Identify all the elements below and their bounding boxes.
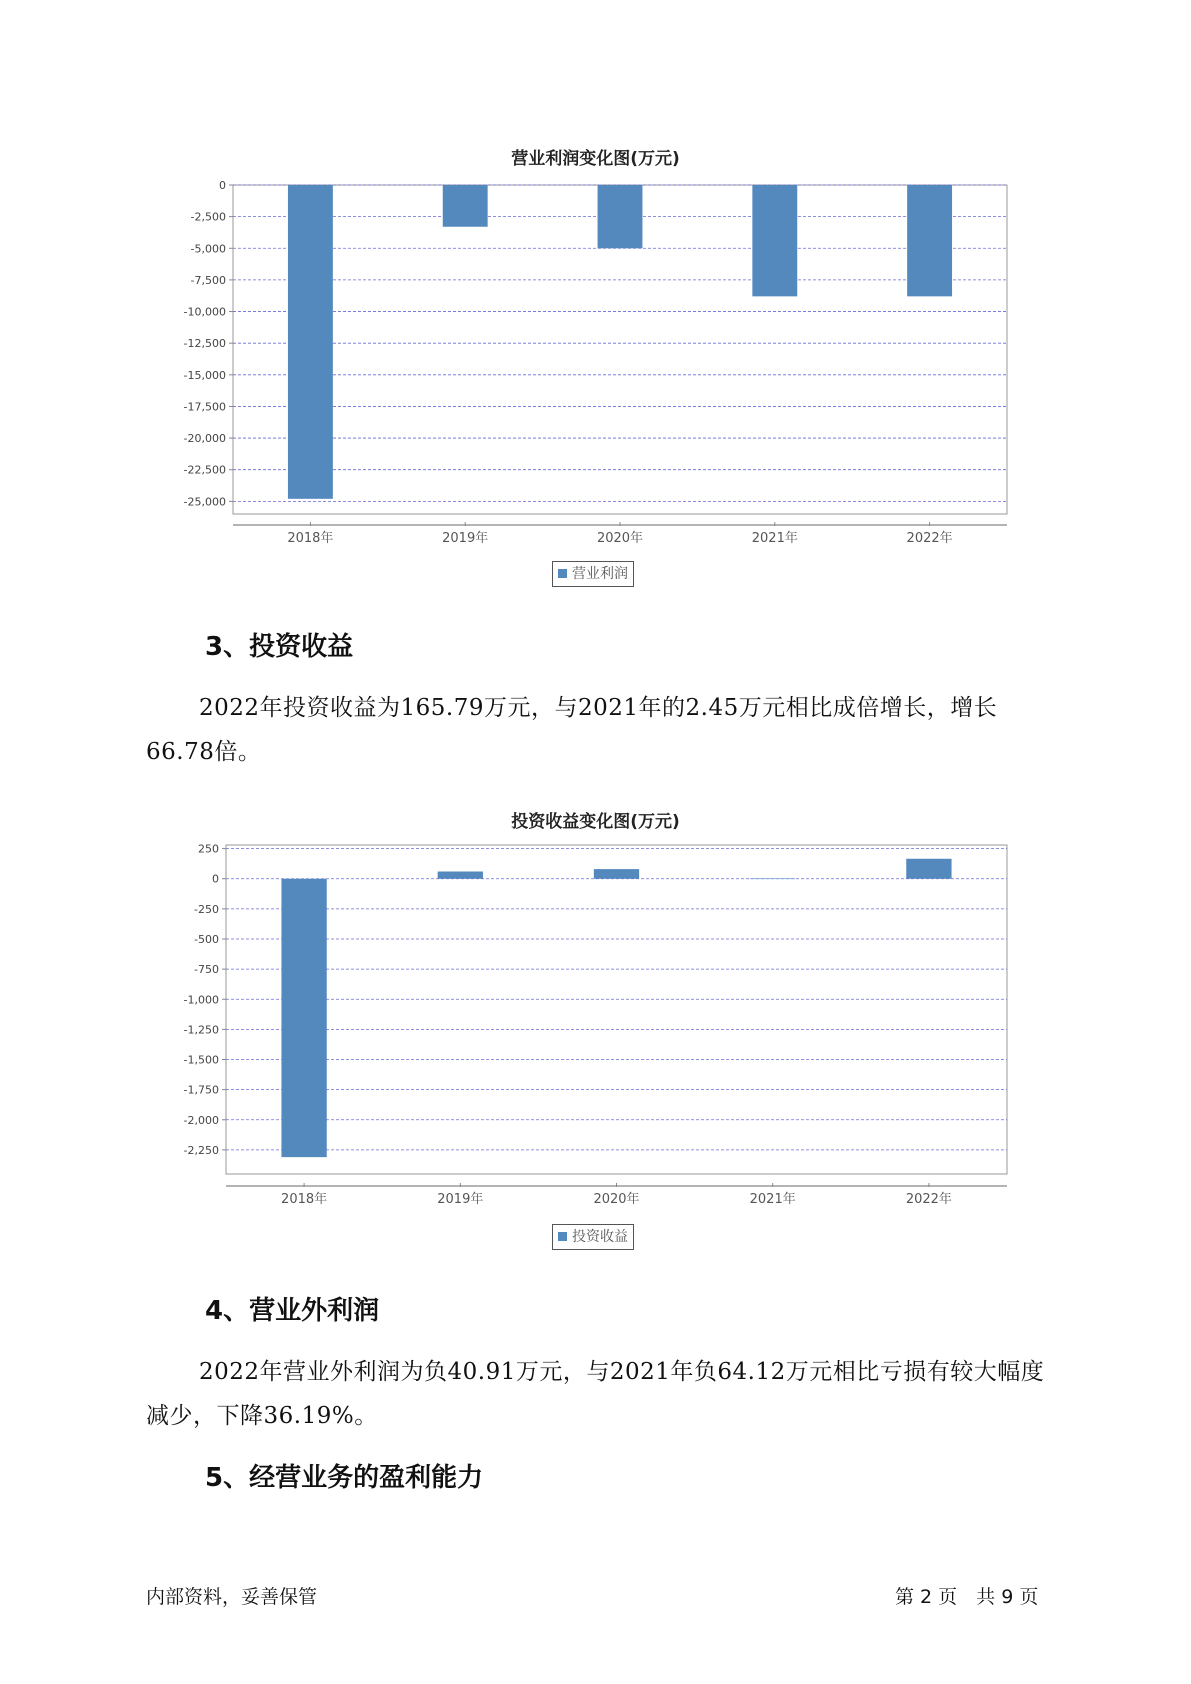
y-tick-label: -7,500 xyxy=(190,273,226,287)
x-tick-label: 2019年 xyxy=(437,1192,484,1207)
plot-area xyxy=(226,845,1007,1174)
chart-operating-profit xyxy=(0,170,1191,550)
section-5-heading: 5、经营业务的盈利能力 xyxy=(205,1463,484,1493)
legend-label: 营业利润 xyxy=(572,566,628,582)
y-tick-label: -22,500 xyxy=(183,463,226,477)
y-tick-label: -750 xyxy=(194,963,219,977)
y-tick-label: -15,000 xyxy=(183,368,226,382)
bar-1 xyxy=(443,185,488,227)
y-tick-label: -1,250 xyxy=(183,1023,219,1037)
section-3-paragraph: 2022年投资收益为165.79万元，与2021年的2.45万元相比成倍增长，增长66.78倍。 xyxy=(146,695,998,765)
y-tick-label: -12,500 xyxy=(183,337,226,351)
bar-2 xyxy=(598,185,643,248)
chart-title-investment-income: 投资收益变化图(万元) xyxy=(511,812,680,832)
x-tick-label: 2021年 xyxy=(749,1192,796,1207)
x-tick-label: 2022年 xyxy=(906,531,953,546)
y-tick-label: 0 xyxy=(219,179,226,192)
bar-4 xyxy=(906,859,951,879)
footer-page-number: 第 2 页 共 9 页 xyxy=(895,1586,1039,1608)
section-4-heading: 4、营业外利润 xyxy=(205,1296,380,1326)
y-tick-label: -250 xyxy=(194,902,219,916)
chart-investment-income xyxy=(0,835,1191,1215)
x-tick-label: 2019年 xyxy=(442,531,489,546)
bar-3 xyxy=(752,185,797,296)
y-tick-label: -5,000 xyxy=(190,242,226,256)
legend-operating-profit xyxy=(552,561,634,587)
footer-confidential-note: 内部资料，妥善保管 xyxy=(146,1586,318,1608)
x-tick-label: 2020年 xyxy=(596,531,644,546)
y-tick-label: -2,250 xyxy=(183,1143,219,1157)
y-tick-label: -10,000 xyxy=(183,305,226,319)
bar-0 xyxy=(288,185,333,499)
y-tick-label: -2,000 xyxy=(183,1113,219,1127)
x-tick-label: 2020年 xyxy=(593,1192,640,1207)
bar-2 xyxy=(594,869,639,879)
y-tick-label: -1,000 xyxy=(183,993,219,1007)
y-tick-label: -20,000 xyxy=(183,432,226,446)
legend-swatch xyxy=(558,1232,567,1241)
legend-investment-income xyxy=(552,1224,634,1250)
y-tick-label: -1,500 xyxy=(183,1053,219,1067)
x-tick-label: 2018年 xyxy=(287,531,334,546)
bar-3 xyxy=(750,878,795,879)
legend-label: 投资收益 xyxy=(572,1229,628,1245)
y-tick-label: -1,750 xyxy=(183,1083,219,1097)
y-tick-label: -2,500 xyxy=(190,210,226,224)
x-tick-label: 2021年 xyxy=(751,531,798,546)
y-tick-label: 0 xyxy=(212,872,219,886)
y-tick-label: -500 xyxy=(194,933,219,946)
bar-4 xyxy=(907,185,952,296)
y-tick-label: -25,000 xyxy=(183,495,226,509)
section-3-heading: 3、投资收益 xyxy=(205,632,354,662)
y-tick-label: 250 xyxy=(198,842,219,856)
chart-title-operating-profit: 营业利润变化图(万元) xyxy=(511,149,680,169)
bar-1 xyxy=(438,872,483,879)
x-tick-label: 2018年 xyxy=(281,1192,328,1207)
section-4-paragraph: 2022年营业外利润为负40.91万元，与2021年负64.12万元相比亏损有较大幅度减少，下降36.19%。 xyxy=(146,1359,1045,1429)
bar-0 xyxy=(281,879,326,1157)
legend-swatch xyxy=(558,569,567,578)
y-tick-label: -17,500 xyxy=(183,400,226,414)
x-tick-label: 2022年 xyxy=(905,1192,952,1207)
